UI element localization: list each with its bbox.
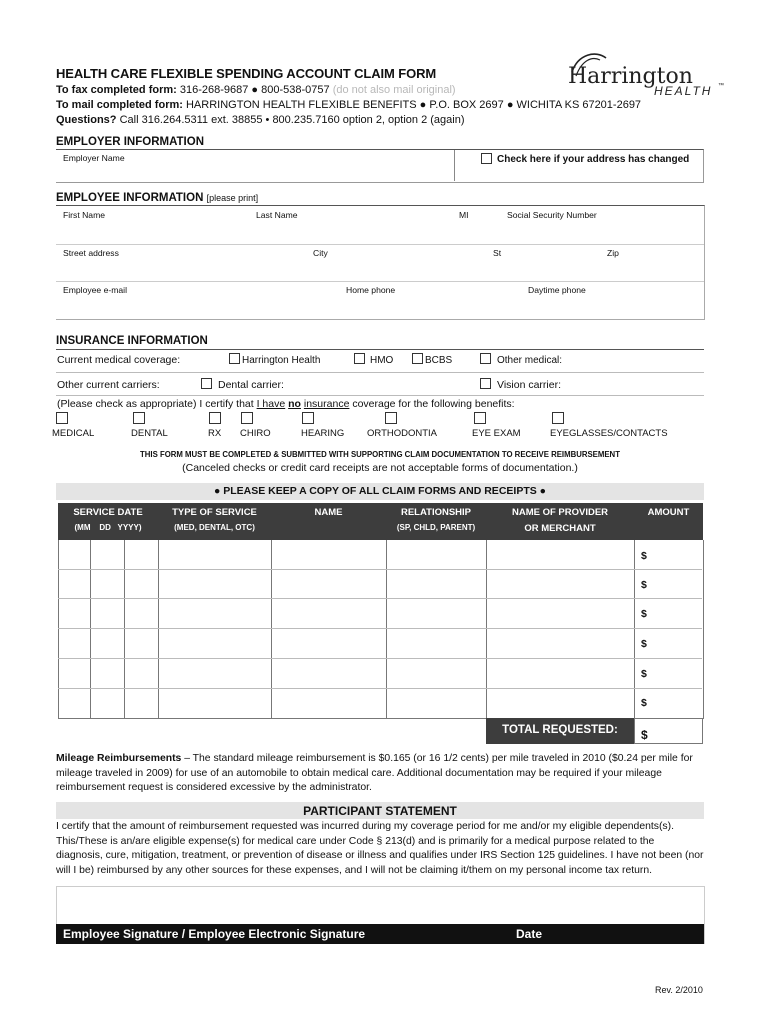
row-3-amount-symbol: $ [641, 608, 647, 620]
insurance-section-title: INSURANCE INFORMATION [56, 335, 208, 347]
col-divider-yyyy [124, 540, 125, 718]
benefit-dental-label: DENTAL [131, 428, 168, 439]
ssn-label: Social Security Number [507, 210, 597, 220]
insurance-rule-2 [56, 395, 704, 396]
logo-health: HEALTH [654, 84, 713, 98]
last-name-label: Last Name [256, 210, 298, 220]
employee-section-label: EMPLOYEE INFORMATION [56, 192, 204, 204]
mail-value: HARRINGTON HEALTH FLEXIBLE BENEFITS ● P.O. BOX 2697 ● WICHITA KS 67201-2697 [182, 99, 642, 111]
header-name: NAME [314, 507, 343, 518]
header-service-date: SERVICE DATE [73, 507, 143, 518]
zip-label: Zip [607, 248, 619, 258]
city-label: City [313, 248, 328, 258]
statement-title: PARTICIPANT STATEMENT [303, 804, 457, 818]
address-changed-label: Check here if your address has changed [497, 154, 690, 165]
revision-label: Rev. 2/2010 [655, 985, 703, 995]
ssn-field[interactable] [506, 222, 701, 242]
fax-label: To fax completed form: [56, 84, 177, 96]
row-divider-3 [58, 628, 702, 629]
col-divider-relationship [386, 540, 387, 718]
header-provider-sub: OR MERCHANT [524, 523, 596, 534]
benefit-hearing-label: HEARING [301, 428, 345, 439]
row-1-amount-symbol: $ [641, 550, 647, 562]
address-changed-checkbox[interactable] [481, 153, 492, 164]
hearing-checkbox[interactable] [302, 412, 314, 424]
date-label: Date [516, 927, 543, 941]
row-divider-5 [58, 688, 702, 689]
vision-carrier-field[interactable] [562, 376, 702, 394]
state-label: St [493, 248, 502, 258]
header-provider: NAME OF PROVIDER [511, 507, 609, 518]
zip-field[interactable] [606, 259, 701, 279]
row-2-amount-symbol: $ [641, 579, 647, 591]
other-carriers-label: Other current carriers: [57, 379, 160, 391]
logo-wordmark: Harrington [568, 64, 693, 89]
harrington-label: Harrington Health [242, 355, 321, 366]
hmo-checkbox[interactable] [354, 353, 365, 364]
bcbs-label: BCBS [425, 355, 453, 366]
mail-label: To mail completed form: [56, 99, 183, 111]
row-6-amount-symbol: $ [641, 697, 647, 709]
first-name-label: First Name [63, 210, 106, 220]
employer-name-label: Employer Name [63, 153, 125, 163]
questions-value: Call 316.264.5311 ext. 38855 • 800.235.7160 option 2, option 2 (again) [116, 114, 465, 126]
form-title: HEALTH CARE FLEXIBLE SPENDING ACCOUNT CLAIM FORM [56, 66, 437, 81]
notice-line-2: (Canceled checks or credit card receipts are not acceptable forms of documentation.) [182, 462, 578, 474]
col-divider-name [271, 540, 272, 718]
header-relationship-sub: (SP, CHLD, PARENT) [396, 523, 476, 532]
row-divider-4 [58, 658, 702, 659]
signature-label: Employee Signature / Employee Electronic Signature [63, 927, 366, 941]
employer-section-title: EMPLOYER INFORMATION [56, 136, 205, 148]
mi-field[interactable] [458, 222, 503, 242]
dental-carrier-checkbox[interactable] [201, 378, 212, 389]
benefit-eye-exam-label: EYE EXAM [472, 428, 521, 439]
current-coverage-label: Current medical coverage: [57, 354, 181, 366]
other-medical-label: Other medical: [497, 355, 563, 366]
questions-line [56, 114, 465, 126]
row-divider-2 [58, 598, 702, 599]
state-field[interactable] [492, 259, 602, 279]
benefit-orthodontia-label: ORTHODONTIA [367, 428, 438, 439]
home-phone-label: Home phone [346, 285, 396, 295]
row-5-amount-symbol: $ [641, 668, 647, 680]
date-field[interactable] [500, 888, 700, 922]
certify-have: I have [256, 398, 286, 410]
fax-line [56, 84, 456, 96]
employee-row-divider-2 [56, 281, 704, 282]
total-requested-label: TOTAL REQUESTED: [502, 724, 618, 736]
mi-label: MI [459, 210, 469, 220]
header-type-of-service: TYPE OF SERVICE [172, 507, 257, 518]
col-divider-dd [90, 540, 91, 718]
mail-line [56, 99, 641, 111]
dental-carrier-field[interactable] [286, 376, 471, 394]
insurance-rule-1 [56, 372, 704, 373]
questions-label: Questions? [56, 114, 117, 126]
benefit-eyeglasses-label: EYEGLASSES/CONTACTS [550, 428, 668, 439]
certify-line [57, 398, 515, 410]
benefit-medical-label: MEDICAL [52, 428, 95, 439]
statement-text: I certify that the amount of reimbursement requested was incurred during my coverage period for me and/or my eligible dependents(s). This/These is an/are eligible expense(s) for medical care under Code § 213(d) and is primarily for a medical purpose related to the diagnosis, cure, mitigation, treatment, or prevention of disease or illness and qualifies under IRS Section 125 guidelines. I have not been (nor will I be) reimbursed by any other sources for these expenses, and I will not be claiming it/them on my personal income tax return. [56, 821, 704, 876]
row-divider-1 [58, 569, 702, 570]
mileage-text: – The standard mileage reimbursement is $0.165 (or 16 1/2 cents) per mile traveled in 2010 ($0.24 per mile for mileage traveled in 2009) for use of an automobile to obtain medical care. Additional documentation may be required if your mileage reimbursement request is considered excessive by the administrator. [56, 753, 693, 793]
certify-suffix: coverage for the following benefits: [349, 398, 515, 410]
home-phone-field[interactable] [345, 296, 523, 316]
row-4-amount-symbol: $ [641, 638, 647, 650]
daytime-phone-label: Daytime phone [528, 285, 586, 295]
header-amount: AMOUNT [647, 507, 690, 518]
col-divider-type [158, 540, 159, 718]
benefit-rx-label: RX [208, 428, 222, 439]
harrington-health-logo [558, 50, 730, 102]
city-field[interactable] [312, 259, 487, 279]
notice-line-1: THIS FORM MUST BE COMPLETED & SUBMITTED WITH SUPPORTING CLAIM DOCUMENTATION TO RECEIVE REIMBURSEMENT [140, 450, 620, 459]
employee-row-divider-1 [56, 244, 704, 245]
eye-exam-checkbox[interactable] [474, 412, 486, 424]
header-type-sub: (MED, DENTAL, OTC) [174, 523, 255, 532]
bcbs-checkbox[interactable] [412, 353, 423, 364]
logo-tm: ™ [718, 83, 724, 89]
harrington-checkbox[interactable] [229, 353, 240, 364]
benefit-chiro-label: CHIRO [240, 428, 271, 439]
header-relationship: RELATIONSHIP [400, 507, 472, 518]
medical-checkbox[interactable] [56, 412, 68, 424]
employee-section-note: [please print] [206, 193, 259, 203]
employer-name-field[interactable] [62, 163, 448, 179]
certify-insurance: insurance [303, 398, 350, 410]
other-medical-checkbox[interactable] [480, 353, 491, 364]
other-medical-field[interactable] [560, 352, 702, 370]
mileage-paragraph [56, 752, 704, 796]
employee-section-title [56, 192, 258, 204]
rx-checkbox[interactable] [209, 412, 221, 424]
orthodontia-checkbox[interactable] [385, 412, 397, 424]
eyeglasses-checkbox[interactable] [552, 412, 564, 424]
vision-carrier-label: Vision carrier: [497, 379, 561, 391]
street-label: Street address [63, 248, 119, 258]
email-label: Employee e-mail [63, 285, 127, 295]
insurance-top-rule [56, 349, 704, 350]
hmo-label: HMO [370, 355, 394, 366]
first-name-field[interactable] [62, 222, 252, 242]
street-field[interactable] [62, 259, 307, 279]
dental-carrier-label: Dental carrier: [218, 379, 284, 391]
fax-value: 316-268-9687 ● 800-538-0757 [176, 84, 333, 96]
signature-field[interactable] [57, 888, 497, 922]
total-amount-symbol: $ [641, 728, 648, 742]
employer-divider [454, 150, 455, 181]
last-name-field[interactable] [255, 222, 455, 242]
chiro-checkbox[interactable] [241, 412, 253, 424]
fax-note: (do not also mail original) [332, 84, 456, 96]
mileage-label: Mileage Reimbursements [56, 753, 182, 764]
header-date-format: (MM DD YYYY) [74, 523, 142, 532]
keep-copy-text: ● PLEASE KEEP A COPY OF ALL CLAIM FORMS AND RECEIPTS ● [214, 485, 546, 497]
daytime-phone-field[interactable] [527, 296, 701, 316]
dental-checkbox[interactable] [133, 412, 145, 424]
email-field[interactable] [62, 296, 340, 316]
vision-carrier-checkbox[interactable] [480, 378, 491, 389]
certify-prefix: (Please check as appropriate) I certify that [57, 398, 257, 410]
col-divider-amount [634, 540, 635, 744]
col-divider-provider [486, 540, 487, 718]
certify-no: no [288, 398, 301, 410]
claims-table-body [58, 540, 704, 719]
